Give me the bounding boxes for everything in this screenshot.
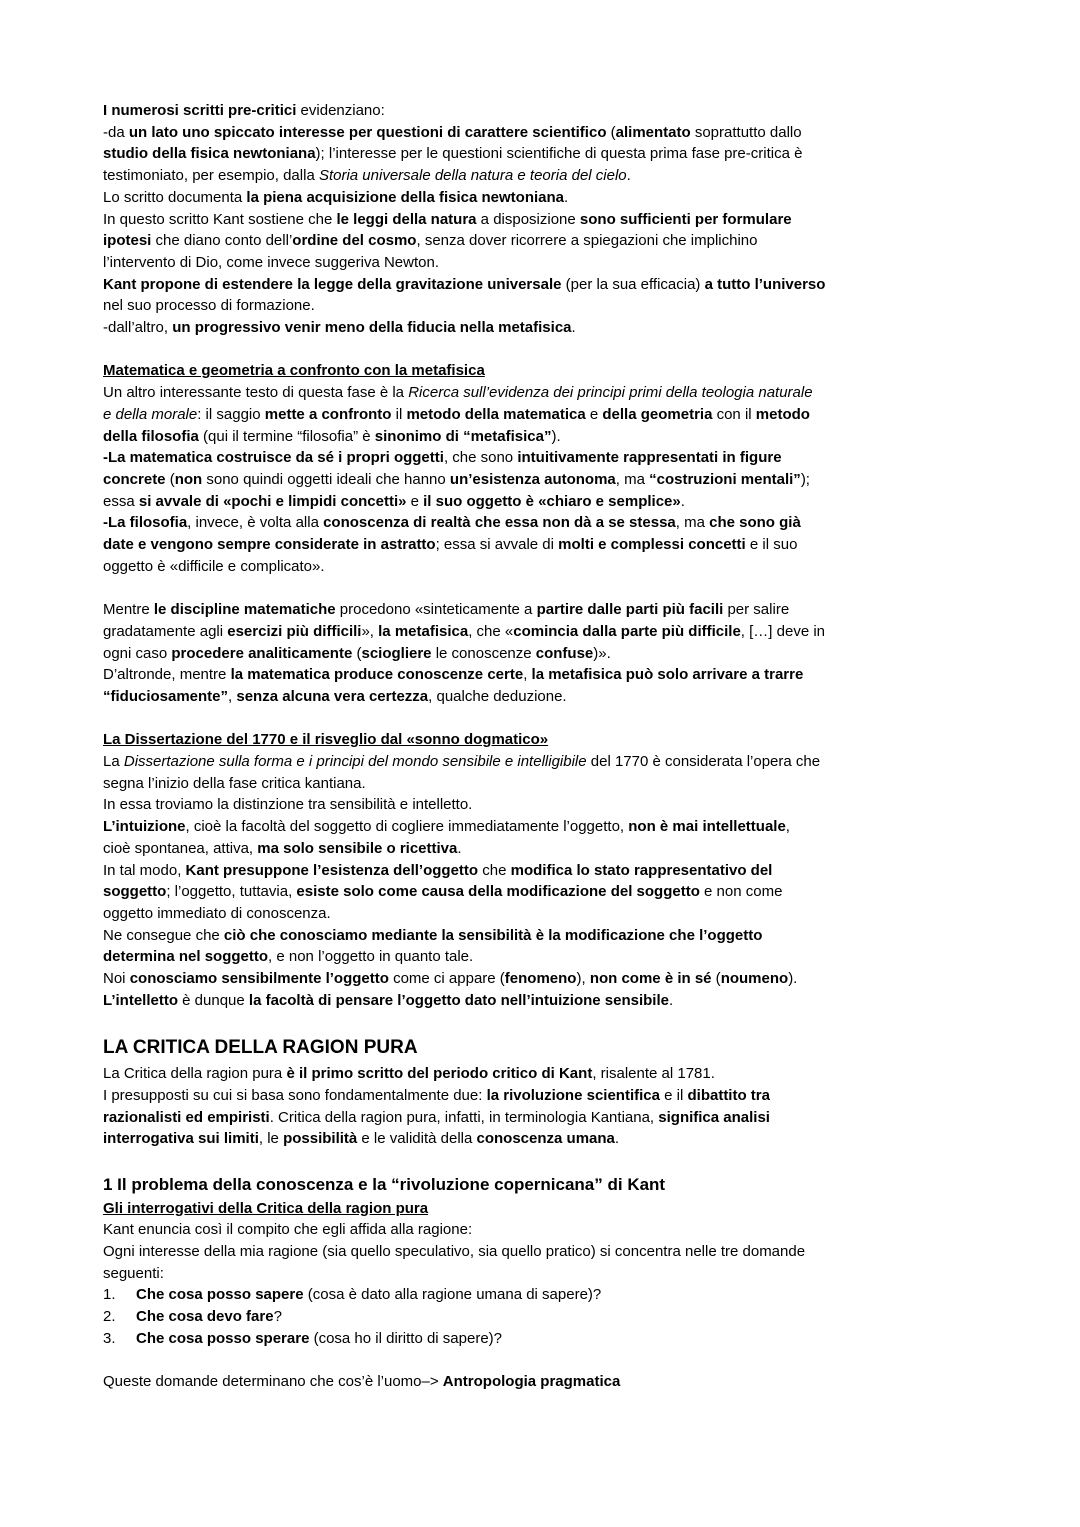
text-run: intuitivamente rappresentati in figure: [517, 449, 782, 467]
text-line: [103, 274, 980, 296]
text-line: [103, 686, 980, 708]
text-run: ; l’oggetto, tuttavia,: [166, 883, 297, 901]
text-run: l’intervento di Dio, come invece suggeriva Newton.: [103, 253, 439, 271]
text-run: : il saggio: [197, 405, 265, 423]
text-run: .: [668, 991, 674, 1009]
text-run: mette a confronto: [264, 405, 392, 423]
text-run: molti e complessi concetti: [558, 536, 746, 554]
text-run: e le validità della: [357, 1130, 477, 1148]
text-run: , senza dover ricorrere a spiegazioni che implichino: [416, 232, 758, 250]
text-line: [103, 599, 980, 621]
text-run: e: [406, 492, 424, 510]
text-run: .: [571, 319, 576, 337]
text-run: (: [711, 970, 721, 988]
text-run: confuse: [535, 644, 594, 662]
text-run: L’intuizione: [103, 818, 186, 836]
text-run: conoscenza di realtà che essa non dà a se stessa: [323, 514, 676, 532]
text-run: .: [564, 188, 569, 206]
text-run: oggetto immediato di conoscenza.: [103, 904, 331, 922]
spacer: [103, 1011, 980, 1033]
text-run: ordine del cosmo: [292, 232, 417, 250]
text-run: è dunque: [178, 991, 249, 1009]
text-line: [103, 426, 980, 448]
text-run: della filosofia: [103, 427, 199, 445]
text-run: che sono già: [709, 514, 801, 532]
text-run: D’altronde, mentre: [103, 666, 231, 684]
text-run: esiste solo come causa della modificazione del soggetto: [296, 883, 700, 901]
text-line: [103, 968, 980, 990]
text-run: Mentre: [103, 601, 154, 619]
list-item-text: [136, 1284, 601, 1306]
text-line: [103, 209, 980, 231]
text-run: fenomeno: [504, 970, 577, 988]
text-line: [103, 556, 980, 578]
text-run: conosciamo sensibilmente l’oggetto: [129, 970, 389, 988]
list-item-text: [136, 1328, 502, 1350]
text-run: -La matematica costruisce da sé i propri oggetti: [103, 449, 444, 467]
text-run: Kant presuppone l’esistenza dell’oggetto: [185, 861, 479, 879]
text-run: sinonimo di “metafisica”: [374, 427, 552, 445]
text-line: [103, 382, 980, 404]
text-run: (cosa è dato alla ragione umana di sapere)?: [303, 1286, 602, 1304]
text-run: interrogativa sui limiti: [103, 1130, 259, 1148]
text-run: Queste domande determinano che cos’è l’uomo–>: [103, 1373, 443, 1391]
list-number: 1.: [103, 1286, 116, 1304]
list-number: 3.: [103, 1329, 116, 1347]
text-line: [103, 143, 980, 165]
text-run: In tal modo,: [103, 861, 186, 879]
text-run: , le: [258, 1130, 284, 1148]
text-run: non: [174, 470, 203, 488]
text-line: [103, 404, 980, 426]
text-run: , risalente al 1781.: [592, 1065, 715, 1083]
text-run: Un altro interessante testo di questa fase è la: [103, 384, 409, 402]
text-run: Ne consegue che: [103, 926, 224, 944]
text-run: possibilità: [283, 1130, 358, 1148]
text-run: testimoniato, per esempio, dalla: [103, 167, 319, 185]
list-item: [103, 1328, 980, 1350]
text-run: I numerosi scritti pre-critici: [103, 102, 297, 119]
text-run: In essa troviamo la distinzione tra sensibilità e intelletto.: [103, 796, 473, 814]
text-run: Kant enuncia così il compito che egli affida alla ragione:: [103, 1221, 473, 1239]
text-run: . Critica della ragion pura, infatti, in terminologia Kantiana,: [269, 1108, 659, 1126]
spacer: [103, 577, 980, 599]
text-run: “fiduciosamente”: [103, 687, 229, 705]
text-line: [103, 664, 980, 686]
text-run: per salire: [723, 601, 790, 619]
text-run: e: [585, 405, 603, 423]
text-line: [103, 1241, 980, 1263]
text-run: concrete: [103, 470, 166, 488]
text-run: ,: [785, 818, 790, 836]
text-run: che: [478, 861, 511, 879]
section-heading: [103, 729, 980, 751]
list-number: 2.: [103, 1308, 116, 1326]
section-heading: [103, 360, 980, 382]
list-item-text: [136, 1306, 282, 1328]
text-line: [103, 1263, 980, 1285]
text-run: ciò che conosciamo mediante la sensibilità è la modificazione che l’oggetto: [223, 926, 763, 944]
text-run: , invece, è volta alla: [187, 514, 324, 532]
text-run: le leggi della natura: [336, 210, 477, 228]
text-line: [103, 252, 980, 274]
text-line: [103, 469, 980, 491]
text-run: nel suo processo di formazione.: [103, 297, 315, 315]
text-run: »,: [361, 622, 379, 640]
text-line: [103, 838, 980, 860]
text-run: con il: [712, 405, 756, 423]
text-run: la facoltà di pensare l’oggetto dato nell’intuizione sensibile: [248, 991, 669, 1009]
text-line: [103, 621, 980, 643]
text-run: , ma: [615, 470, 650, 488]
text-run: Che cosa posso sperare: [136, 1329, 310, 1347]
text-line: [103, 165, 980, 187]
text-line: [103, 534, 980, 556]
text-run: che diano conto dell’: [151, 232, 293, 250]
text-run: .: [457, 839, 462, 857]
text-run: Che cosa posso sapere: [136, 1286, 304, 1304]
text-run: ogni caso: [103, 644, 172, 662]
text-line: [103, 100, 980, 122]
text-run: oggetto è «difficile e complicato».: [103, 557, 325, 575]
text-run: (: [352, 644, 362, 662]
text-run: “costruzioni mentali”: [649, 470, 801, 488]
text-run: senza alcuna vera certezza: [236, 687, 429, 705]
text-run: dibattito tra: [687, 1086, 770, 1104]
text-run: );: [800, 470, 810, 488]
text-run: Dissertazione sulla forma e i principi del mondo sensibile e intelligibile: [123, 753, 587, 771]
text-run: e non come: [699, 883, 783, 901]
text-line: [103, 1063, 980, 1085]
text-line: [103, 447, 980, 469]
spacer: [103, 708, 980, 730]
text-run: I presupposti su cui si basa sono fondamentalmente due:: [103, 1086, 487, 1104]
spacer: [103, 1150, 980, 1172]
text-run: conoscenza umana: [476, 1130, 615, 1148]
text-line: [103, 317, 980, 339]
text-line: [103, 643, 980, 665]
text-run: ma solo sensibile o ricettiva: [257, 839, 458, 857]
text-run: LA CRITICA DELLA RAGION PURA: [103, 1037, 418, 1059]
text-run: e il: [659, 1086, 688, 1104]
text-run: -da: [103, 123, 129, 141]
text-line: [103, 512, 980, 534]
text-run: procedere analiticamente: [171, 644, 353, 662]
text-run: la metafisica può solo arrivare a trarre: [531, 666, 804, 684]
text-run: Kant propone di estendere la legge della gravitazione universale: [103, 275, 562, 293]
text-run: segna l’inizio della fase critica kantiana.: [103, 774, 366, 792]
text-run: , e non l’oggetto in quanto tale.: [268, 948, 474, 966]
text-run: -dall’altro,: [103, 319, 173, 337]
text-run: (: [165, 470, 175, 488]
spacer: [103, 1350, 980, 1372]
text-run: razionalisti ed empiristi: [103, 1108, 270, 1126]
text-run: un’esistenza autonoma: [449, 470, 616, 488]
text-line: [103, 295, 980, 317]
text-run: e il suo: [745, 536, 798, 554]
text-run: ,: [523, 666, 532, 684]
text-run: ?: [273, 1308, 282, 1326]
text-run: il: [391, 405, 407, 423]
text-line: [103, 903, 980, 925]
text-run: gradatamente agli: [103, 622, 228, 640]
text-line: [103, 990, 980, 1012]
list-item: [103, 1284, 980, 1306]
text-run: sono sufficienti per formulare: [579, 210, 792, 228]
text-run: Matematica e geometria a confronto con la metafisica: [103, 362, 485, 380]
section-title: [103, 1172, 980, 1198]
text-run: procedono «sinteticamente a: [335, 601, 537, 619]
text-run: , qualche deduzione.: [428, 687, 567, 705]
text-run: studio della fisica newtoniana: [103, 145, 316, 163]
text-run: sciogliere: [361, 644, 432, 662]
text-run: metodo: [755, 405, 810, 423]
text-line: [103, 1107, 980, 1129]
text-run: (: [606, 123, 616, 141]
text-run: ).: [788, 970, 798, 988]
text-run: , […] deve in: [740, 622, 826, 640]
text-run: cioè spontanea, attiva,: [103, 839, 258, 857]
text-run: è il primo scritto del periodo critico di Kant: [286, 1065, 593, 1083]
text-run: .: [614, 1130, 620, 1148]
text-run: , che sono: [443, 449, 518, 467]
text-run: , che «: [468, 622, 514, 640]
text-run: un progressivo venir meno della fiducia nella metafisica: [172, 319, 572, 337]
text-line: [103, 1128, 980, 1150]
text-run: metodo della matematica: [406, 405, 586, 423]
text-run: (qui il termine “filosofia” è: [198, 427, 375, 445]
text-line: [103, 946, 980, 968]
text-run: a tutto l’universo: [704, 275, 826, 293]
text-run: essa: [103, 492, 139, 510]
text-line: [103, 230, 980, 252]
text-run: non come è in sé: [589, 970, 712, 988]
text-line: [103, 1371, 980, 1393]
text-run: partire dalle parti più facili: [536, 601, 724, 619]
text-run: La Dissertazione del 1770 e il risveglio dal «sonno dogmatico»: [103, 731, 549, 749]
text-run: ,: [228, 687, 237, 705]
text-run: alimentato: [615, 123, 691, 141]
list-item: [103, 1306, 980, 1328]
spacer: [103, 339, 980, 361]
text-run: comincia dalla parte più difficile: [513, 622, 741, 640]
text-run: Antropologia pragmatica: [442, 1373, 621, 1391]
text-line: [103, 881, 980, 903]
text-run: Ogni interesse della mia ragione (sia quello speculativo, sia quello pratico) si concentra nelle tre domande: [103, 1243, 806, 1261]
text-line: [103, 773, 980, 795]
text-run: Noi: [103, 970, 130, 988]
text-run: La Critica della ragion pura: [103, 1065, 287, 1083]
text-run: soggetto: [103, 883, 167, 901]
text-run: le discipline matematiche: [153, 601, 336, 619]
chapter-heading: [103, 1033, 980, 1063]
text-run: esercizi più difficili: [227, 622, 362, 640]
text-run: non è mai intellettuale: [628, 818, 786, 836]
text-run: Storia universale della natura e teoria del cielo: [318, 167, 627, 185]
text-line: [103, 925, 980, 947]
text-run: , cioè la facoltà del soggetto di cogliere immediatamente l’oggetto,: [185, 818, 629, 836]
text-run: (per la sua efficacia): [561, 275, 705, 293]
text-run: 1 Il problema della conoscenza e la “rivoluzione copernicana” di Kant: [103, 1174, 666, 1194]
text-run: un lato uno spiccato interesse per questioni di carattere scientifico: [128, 123, 607, 141]
text-run: Lo scritto documenta: [103, 188, 247, 206]
text-run: (cosa ho il diritto di sapere)?: [309, 1329, 503, 1347]
text-run: la piena acquisizione della fisica newtoniana: [246, 188, 565, 206]
text-line: [103, 122, 980, 144]
text-run: ).: [551, 427, 561, 445]
text-run: .: [626, 167, 631, 185]
text-run: della geometria: [602, 405, 713, 423]
text-run: ),: [576, 970, 590, 988]
text-run: noumeno: [720, 970, 789, 988]
text-run: Che cosa devo fare: [136, 1308, 274, 1326]
text-run: del 1770 è considerata l’opera che: [586, 753, 821, 771]
text-run: si avvale di «pochi e limpidi concetti»: [138, 492, 407, 510]
text-run: ); l’interesse per le questioni scientifiche di questa prima fase pre-critica è: [315, 145, 803, 163]
text-run: le conoscenze: [431, 644, 536, 662]
text-run: Gli interrogativi della Critica della ragion pura: [103, 1199, 429, 1217]
text-run: L’intelletto: [103, 991, 178, 1009]
text-run: ipotesi: [103, 232, 152, 250]
text-line: [103, 816, 980, 838]
text-run: la metafisica: [378, 622, 469, 640]
text-run: Ricerca sull’evidenza dei principi primi della teologia naturale: [408, 384, 813, 402]
text-line: [103, 1219, 980, 1241]
text-run: -La filosofia: [103, 514, 188, 532]
text-run: determina nel soggetto: [103, 948, 269, 966]
text-run: date e vengono sempre considerate in astratto: [103, 536, 436, 554]
text-line: [103, 751, 980, 773]
text-run: la rivoluzione scientifica: [486, 1086, 660, 1104]
text-line: [103, 187, 980, 209]
text-run: evidenziano:: [296, 102, 385, 119]
text-run: soprattutto dallo: [690, 123, 802, 141]
text-run: La: [103, 753, 124, 771]
text-run: e della morale: [103, 405, 198, 423]
text-line: [103, 794, 980, 816]
text-run: In questo scritto Kant sostiene che: [103, 210, 337, 228]
text-run: modifica lo stato rappresentativo del: [510, 861, 773, 879]
text-run: come ci appare (: [388, 970, 505, 988]
text-line: [103, 1085, 980, 1107]
text-line: [103, 860, 980, 882]
text-run: .: [680, 492, 685, 510]
text-run: ; essa si avvale di: [435, 536, 559, 554]
text-run: seguenti:: [103, 1264, 164, 1282]
text-run: sono quindi oggetti ideali che hanno: [202, 470, 450, 488]
text-run: la matematica produce conoscenze certe: [230, 666, 524, 684]
text-run: il suo oggetto è «chiaro e semplice»: [423, 492, 681, 510]
text-run: , ma: [675, 514, 710, 532]
text-run: significa analisi: [658, 1108, 770, 1126]
text-run: )».: [593, 644, 611, 662]
text-line: [103, 491, 980, 513]
text-run: a disposizione: [476, 210, 580, 228]
section-heading: [103, 1198, 980, 1220]
